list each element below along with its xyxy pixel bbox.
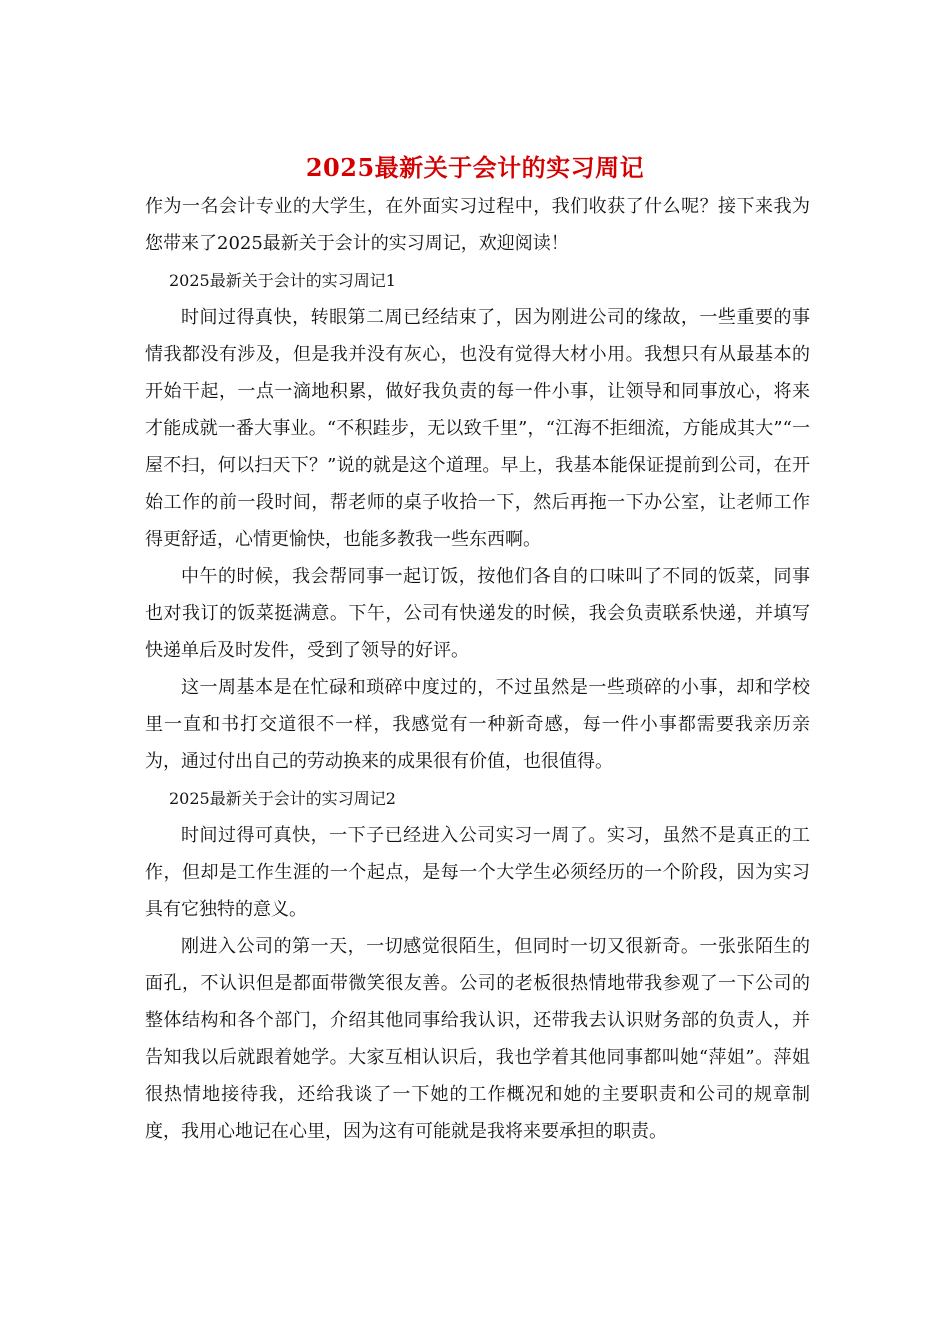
section-2-paragraph-2: 刚进入公司的第一天，一切感觉很陌生，但同时一切又很新奇。一张张陌生的面孔，不认识但是都面带微笑很友善。公司的老板很热情地带我参观了一下公司的整体结构和各个部门，介绍其他同事给我认识，还带我去认识财务部的负责人，并告知我以后就跟着她学。大家互相认识后，我也学着其他同事都叫她“萍姐”。萍姐很热情地接待我，还给我谈了一下她的工作概况和她的主要职责和公司的规章制度，我用心地记在心里，因为这有可能就是我将来要承担的职责。 <box>145 936 810 1142</box>
section-1-paragraph-3: 这一周基本是在忙碌和琐碎中度过的，不过虽然是一些琐碎的小事，却和学校里一直和书打交道很不一样，我感觉有一种新奇感，每一件小事都需要我亲历亲为，通过付出自己的劳动换来的成果很有价值，也很值得。 <box>145 677 810 772</box>
document-content <box>145 148 810 1150</box>
section-1-paragraph-2: 中午的时候，我会帮同事一起订饭，按他们各自的口味叫了不同的饭菜，同事也对我订的饭菜挺满意。下午，公司有快递发的时候，我会负责联系快递，并填写快递单后及时发件，受到了领导的好评。 <box>145 566 810 661</box>
section-1-paragraph-1: 时间过得真快，转眼第二周已经结束了，因为刚进公司的缘故，一些重要的事情我都没有涉及，但是我并没有灰心，也没有觉得大材小用。我想只有从最基本的开始干起，一点一滴地积累，做好我负责的每一件小事，让领导和同事放心，将来才能成就一番大事业。“不积跬步，无以致千里”，“江海不拒细流，方能成其大”“一屋不扫，何以扫天下？”说的就是这个道理。早上，我基本能保证提前到公司，在开始工作的前一段时间，帮老师的桌子收拾一下，然后再拖一下办公室，让老师工作得更舒适，心情更愉快，也能多教我一些东西啊。 <box>145 307 810 550</box>
section-heading-2: 2025最新关于会计的实习周记2 <box>169 789 396 808</box>
section-heading-1: 2025最新关于会计的实习周记1 <box>169 271 396 290</box>
document-title: 2025最新关于会计的实习周记 <box>305 153 645 182</box>
section-2-paragraph-1: 时间过得可真快，一下子已经进入公司实习一周了。实习，虽然不是真正的工作，但却是工作生涯的一个起点，是每一个大学生必须经历的一个阶段，因为实习具有它独特的意义。 <box>145 825 810 920</box>
intro-paragraph: 作为一名会计专业的大学生，在外面实习过程中，我们收获了什么呢？接下来我为您带来了2025最新关于会计的实习周记，欢迎阅读！ <box>145 196 810 254</box>
